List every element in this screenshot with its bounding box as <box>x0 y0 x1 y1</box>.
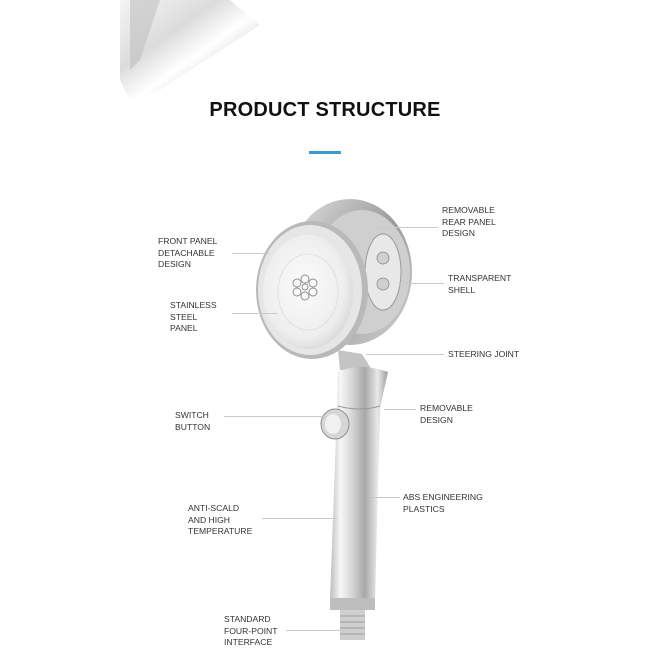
label-stainless-panel: STAINLESS STEEL PANEL <box>170 300 217 334</box>
label-steering-joint: STEERING JOINT <box>448 349 520 359</box>
leader-line-rear-panel <box>378 227 438 228</box>
label-transparent-shell: TRANSPARENT SHELL <box>448 273 512 295</box>
leader-line-switch-button <box>224 416 326 417</box>
label-anti-scald: ANTI-SCALD AND HIGH TEMPERATURE <box>188 503 253 537</box>
label-removable-design: REMOVABLE DESIGN <box>420 403 473 425</box>
label-rear-panel: REMOVABLE REAR PANEL DESIGN <box>442 205 496 239</box>
label-four-point: STANDARD FOUR-POINT INTERFACE <box>224 614 278 648</box>
leader-line-stainless-panel <box>232 313 278 314</box>
leader-line-anti-scald <box>262 518 337 519</box>
leader-line-front-panel <box>232 253 270 254</box>
leader-line-removable-design <box>384 409 416 410</box>
page-title: PRODUCT STRUCTURE <box>209 99 441 121</box>
title-accent-bar <box>309 151 341 154</box>
chrome-bar-decoration <box>120 0 260 100</box>
leader-line-four-point <box>286 630 340 631</box>
label-abs-plastics: ABS ENGINEERING PLASTICS <box>403 492 483 514</box>
steering-joint <box>338 350 372 370</box>
shower-handle <box>330 367 388 640</box>
label-switch-button: SWITCH BUTTON <box>175 410 211 432</box>
label-front-panel: FRONT PANEL DETACHABLE DESIGN <box>158 236 218 270</box>
switch-button-icon <box>321 409 349 439</box>
leader-line-steering-joint <box>366 354 444 355</box>
leader-line-transparent-shell <box>398 283 444 284</box>
shower-head <box>256 199 412 359</box>
leader-line-abs-plastics <box>372 497 400 498</box>
